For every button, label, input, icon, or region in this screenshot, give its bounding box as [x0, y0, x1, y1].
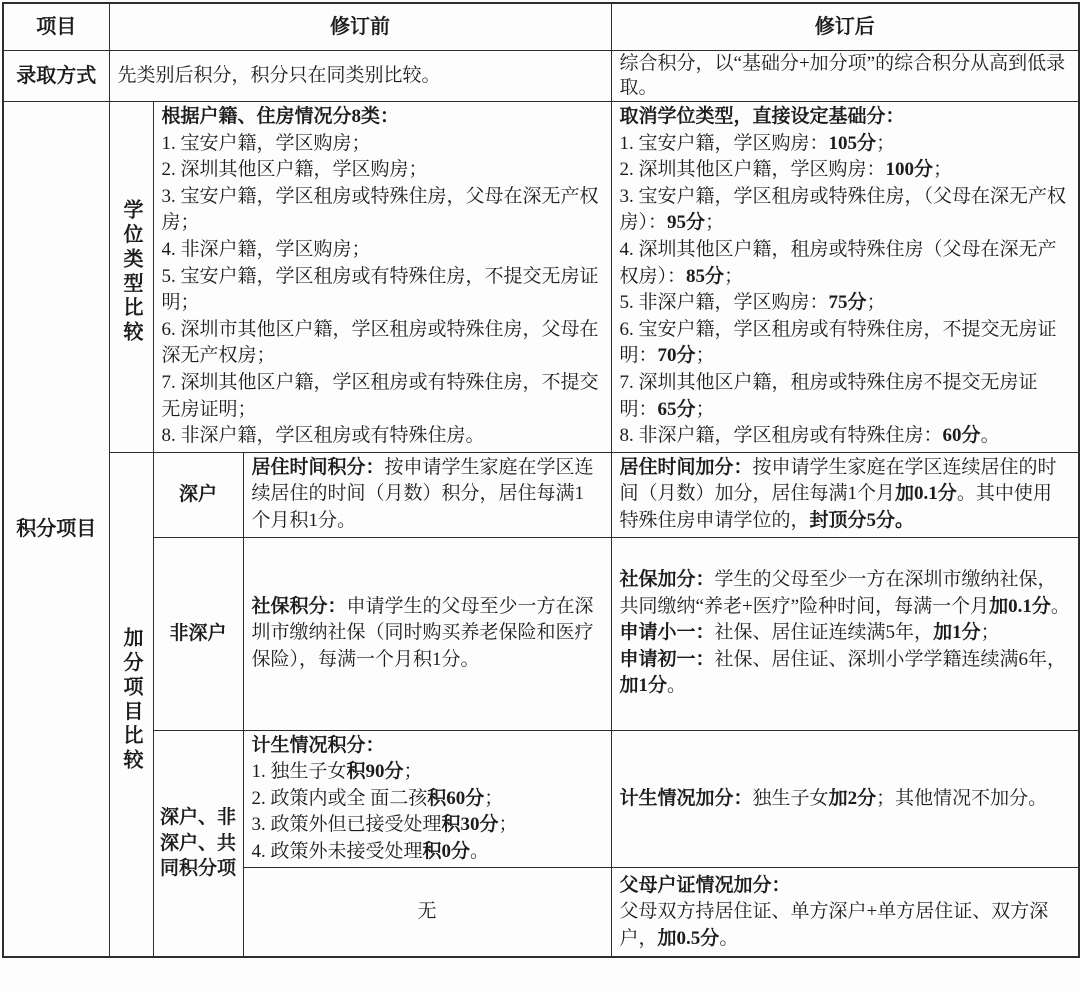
- bonus-side-label-cell: [109, 452, 153, 957]
- col-header-after: 修订后: [611, 3, 1079, 51]
- col-header-before: 修订前: [109, 3, 611, 51]
- degree-side-label-cell: [109, 102, 153, 453]
- parent-permit-after-cell: 父母户证情况加分： 父母双方持居住证、单方深户+单方居住证、双方深户，加0.5分。: [611, 868, 1079, 958]
- degree-after-cell: 取消学位类型，直接设定基础分： 1. 宝安户籍，学区购房：105分； 2. 深圳其他区户籍，学区购房：100分； 3. 宝安户籍，学区租房或特殊住房，（父母在深无产权房）：95分； 4. 深圳其他区户籍，租房或特殊住房（父母在深无产权房）：85分； 5. 非深户籍，学区购房：75分； 6. 宝安户籍，学区租房或有特殊住房，不提交无房证明：70分； 7. 深圳其他区户籍，租房或特殊住房不提交无房证明：65分； 8. 非深户籍，学区租房或有特殊住房：60分。: [611, 102, 1079, 453]
- header-row: [3, 3, 1079, 51]
- family-planning-after-cell: 计生情况加分：独生子女加2分；其他情况不加分。: [611, 730, 1079, 868]
- revision-comparison-table: [2, 2, 1080, 958]
- points-section-label: 积分项目: [3, 102, 109, 958]
- col-header-item: 项目: [3, 3, 109, 51]
- social-row-label: 非深户: [153, 537, 243, 730]
- row-social-insurance: [3, 537, 1079, 730]
- social-after-cell: 社保加分：学生的父母至少一方在深圳市缴纳社保，共同缴纳“养老+医疗”险种时间，每满一个月加0.1分。 申请小一：社保、居住证连续满5年，加1分； 申请初一：社保、居住证、深圳小学学籍连续满6年，加1分。: [611, 537, 1079, 730]
- social-before-cell: 社保积分：申请学生的父母至少一方在深圳市缴纳社保（同时购买养老保险和医疗保险），每满一个月积1分。: [243, 537, 611, 730]
- residence-before-cell: 居住时间积分：按申请学生家庭在学区连续居住的时间（月数）积分，居住每满1个月积1分。: [243, 452, 611, 537]
- admission-before-cell: 先类别后积分，积分只在同类别比较。: [109, 51, 611, 102]
- parent-permit-before-cell: 无: [243, 868, 611, 958]
- family-planning-row-label: 深户、非深户、共同积分项: [153, 730, 243, 957]
- degree-before-cell: 根据户籍、住房情况分8类： 1. 宝安户籍，学区购房； 2. 深圳其他区户籍，学区购房； 3. 宝安户籍，学区租房或特殊住房，父母在深无产权房； 4. 非深户籍，学区购房； 5. 宝安户籍，学区租房或有特殊住房，不提交无房证明； 6. 深圳市其他区户籍，学区租房或特殊住房，父母在深无产权房； 7. 深圳其他区户籍，学区租房或有特殊住房，不提交无房证明； 8. 非深户籍，学区租房或有特殊住房。: [153, 102, 611, 453]
- residence-row-label: 深户: [153, 452, 243, 537]
- residence-after-cell: 居住时间加分：按申请学生家庭在学区连续居住的时间（月数）加分，居住每满1个月加0.1分。其中使用特殊住房申请学位的，封顶分5分。: [611, 452, 1079, 537]
- admission-row-label: 录取方式: [3, 51, 109, 102]
- bonus-side-label: 加分项目比较: [120, 627, 142, 774]
- row-residence-points: [3, 452, 1079, 537]
- row-degree-type: [3, 102, 1079, 453]
- row-family-planning: [3, 730, 1079, 868]
- row-admission-method: [3, 51, 1079, 102]
- degree-side-label: 学位类型比较: [120, 199, 142, 346]
- admission-after-cell: 综合积分，以“基础分+加分项”的综合积分从高到低录取。: [611, 51, 1079, 102]
- family-planning-before-cell: 计生情况积分： 1. 独生子女积90分； 2. 政策内或全 面二孩积60分； 3. 政策外但已接受处理积30分； 4. 政策外未接受处理积0分。: [243, 730, 611, 868]
